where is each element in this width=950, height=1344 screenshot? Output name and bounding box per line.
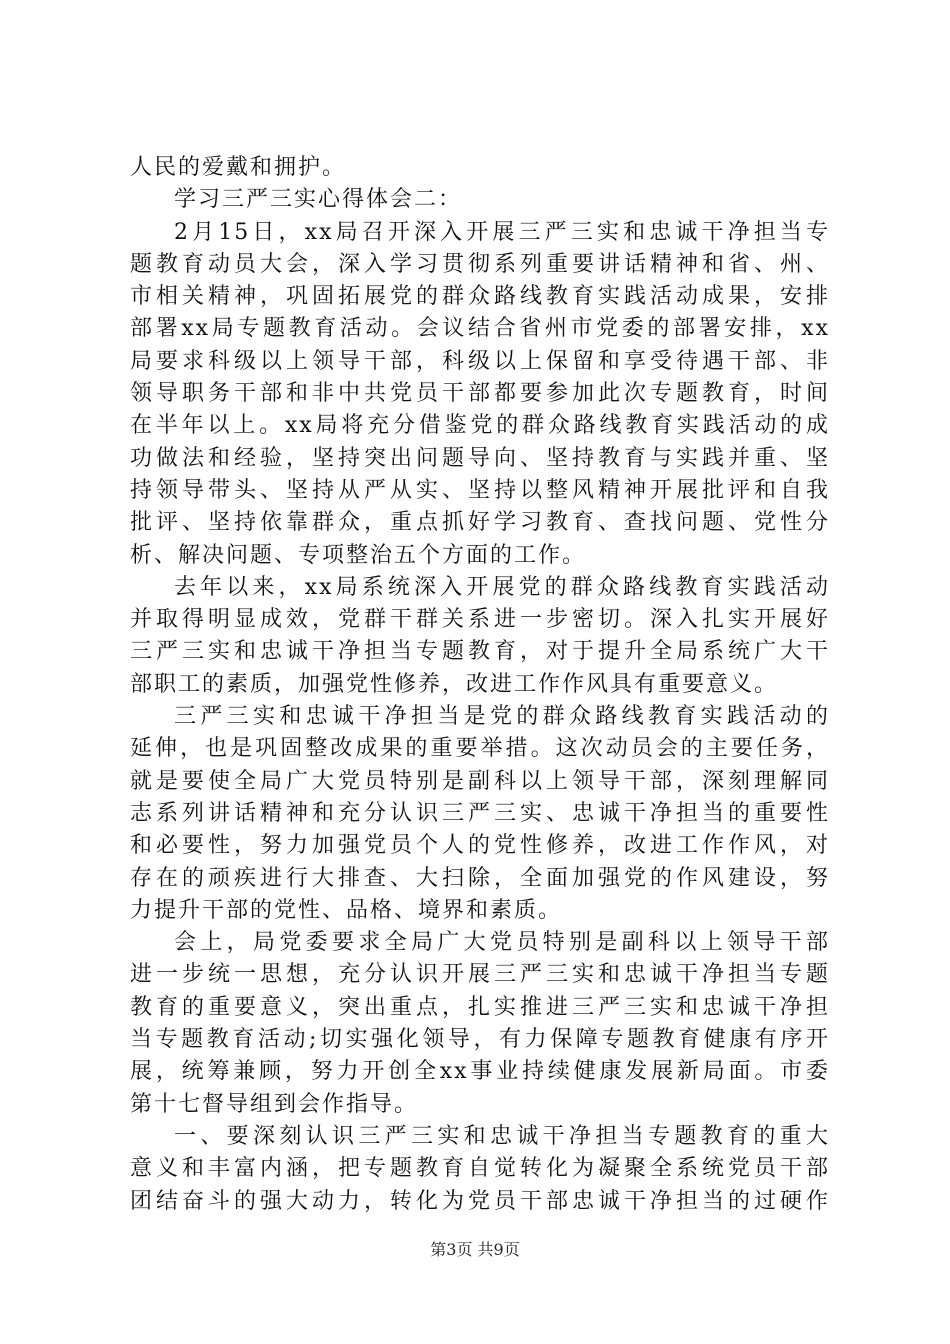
text-line: 意义和丰富内涵，把专题教育自觉转化为凝聚全系统党员干部 (130, 1156, 830, 1182)
text-line: 三严三实和忠诚干净担当是党的群众路线教育实践活动的 (174, 704, 830, 730)
text-line: 部署xx局专题教育活动。会议结合省州市党委的部署安排，xx (130, 316, 830, 342)
text-line: 会上，局党委要求全局广大党员特别是副科以上领导干部 (174, 930, 830, 956)
text-line: 领导职务干部和非中共党员干部都要参加此次专题教育，时间 (130, 381, 830, 407)
text-line: 部职工的素质，加强党性修养，改进工作作风具有重要意义。 (130, 671, 779, 697)
text-line: 力提升干部的党性、品格、境界和素质。 (130, 897, 563, 923)
text-line: 和必要性，努力加强党员个人的党性修养，改进工作作风，对 (130, 833, 830, 859)
text-line: 展，统筹兼顾，努力开创全xx事业持续健康发展新局面。市委 (130, 1059, 830, 1085)
text-line: 并取得明显成效，党群干群关系进一步密切。深入扎实开展好 (130, 607, 830, 633)
text-line: 功做法和经验，坚持突出问题导向、坚持教育与实践并重、坚 (130, 445, 830, 471)
document-body (130, 152, 830, 1218)
text-line: 批评、坚持依靠群众，重点抓好学习教育、查找问题、党性分 (130, 510, 830, 536)
text-line: 进一步统一思想，充分认识开展三严三实和忠诚干净担当专题 (130, 962, 830, 988)
text-line: 在半年以上。xx局将充分借鉴党的群众路线教育实践活动的成 (130, 413, 830, 439)
text-line: 2月15日，xx局召开深入开展三严三实和忠诚干净担当专 (174, 219, 830, 245)
text-line: 延伸，也是巩固整改成果的重要举措。这次动员会的主要任务， (130, 736, 830, 762)
text-line: 团结奋斗的强大动力，转化为党员干部忠诚干净担当的过硬作 (130, 1188, 830, 1214)
text-line: 去年以来，xx局系统深入开展党的群众路线教育实践活动 (174, 574, 830, 600)
text-line: 析、解决问题、专项整治五个方面的工作。 (130, 542, 587, 568)
text-line: 当专题教育活动;切实强化领导，有力保障专题教育健康有序开 (130, 1027, 830, 1053)
text-line: 题教育动员大会，深入学习贯彻系列重要讲话精神和省、州、 (130, 251, 830, 277)
text-line: 就是要使全局广大党员特别是副科以上领导干部，深刻理解同 (130, 768, 830, 794)
text-line: 市相关精神，巩固拓展党的群众路线教育实践活动成果，安排 (130, 284, 830, 310)
text-line: 存在的顽疾进行大排查、大扫除，全面加强党的作风建设，努 (130, 865, 830, 891)
text-line: 第十七督导组到会作指导。 (130, 1091, 419, 1117)
text-line: 学习三严三实心得体会二： (174, 187, 463, 213)
page-footer: 第3页 共9页 (430, 1240, 520, 1259)
text-line: 志系列讲话精神和充分认识三严三实、忠诚干净担当的重要性 (130, 800, 830, 826)
text-line: 持领导带头、坚持从严从实、坚持以整风精神开展批评和自我 (130, 477, 830, 503)
text-line: 人民的爱戴和拥护。 (130, 155, 347, 180)
text-line: 三严三实和忠诚干净担当专题教育，对于提升全局系统广大干 (130, 639, 830, 665)
text-line: 教育的重要意义，突出重点，扎实推进三严三实和忠诚干净担 (130, 994, 830, 1020)
text-line: 一、要深刻认识三严三实和忠诚干净担当专题教育的重大 (174, 1123, 830, 1149)
text-line: 局要求科级以上领导干部，科级以上保留和享受待遇干部、非 (130, 348, 830, 374)
